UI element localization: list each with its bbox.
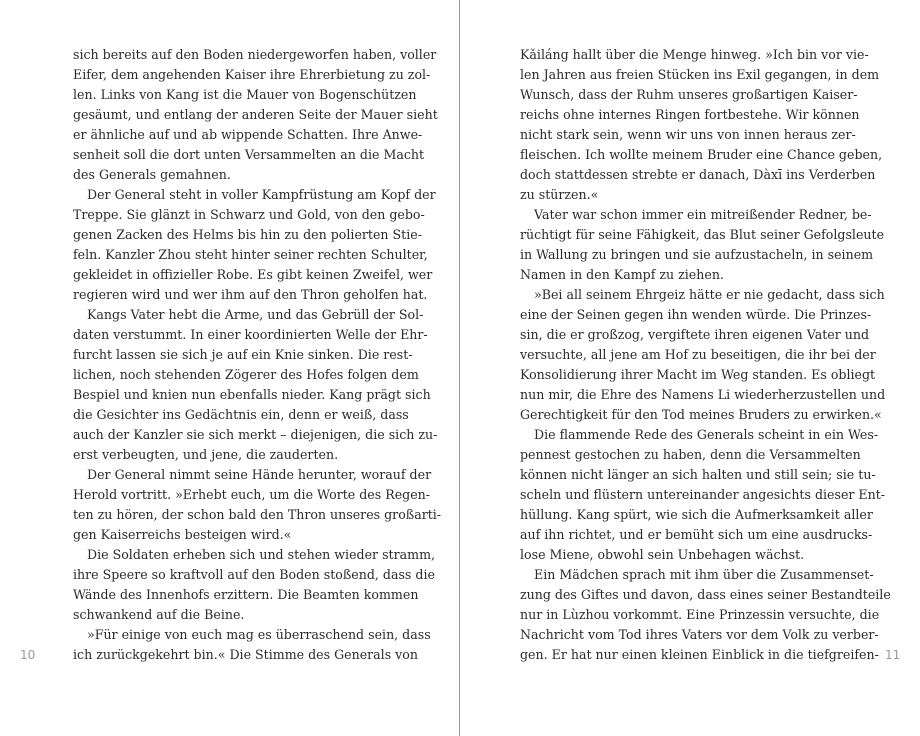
left-page-number: 10 [20,648,36,662]
text-line: rüchtigt für seine Fähigkeit, das Blut seiner Gefolgsleute [520,227,885,242]
text-line: senheit soll die dort unten Versammelten an die Macht [73,147,425,162]
text-line: Nachricht vom Tod ihres Vaters vor dem Volk zu verber- [520,627,879,642]
text-line: pennest gestochen zu haben, denn die Versammelten [520,447,861,462]
text-line: reichs ohne internes Ringen fortbestehe. Wir können [520,107,860,122]
right-page-text-block [520,45,891,665]
text-line: doch stattdessen strebte er danach, Dàxī ins Verderben [520,167,876,182]
text-line: zung des Giftes und davon, dass eines seiner Bestandteile [520,587,891,602]
text-line: sin, die er großzog, vergiftete ihren eigenen Vater und [520,327,870,342]
text-line: erst verbeugten, und jene, die zauderten. [73,447,339,462]
text-line: Die Soldaten erheben sich und stehen wieder stramm, [87,547,436,562]
text-line: Vater war schon immer ein mitreißender Redner, be- [534,207,872,222]
text-line: gekleidet in offizieller Robe. Es gibt keinen Zweifel, wer [73,267,433,282]
text-line: Wände des Innenhofs erzittern. Die Beamten kommen [73,587,419,602]
text-line: Konsolidierung ihrer Macht im Weg standen. Es obliegt [520,367,876,382]
text-line: die Gesichter ins Gedächtnis ein, denn er weiß, dass [73,407,409,422]
text-line: Eifer, dem angehenden Kaiser ihre Ehrerbietung zu zol- [73,67,431,82]
text-line: Der General steht in voller Kampfrüstung am Kopf der [87,187,436,202]
text-line: Wunsch, dass der Ruhm unseres großartigen Kaiser- [520,87,858,102]
text-line: Bespiel und knien nun ebenfalls nieder. Kang prägt sich [73,387,431,402]
text-line: Gerechtigkeit für den Tod meines Bruders zu erwirken.« [520,407,882,422]
text-line: Namen in den Kampf zu ziehen. [520,267,724,282]
text-line: versuchte, all jene am Hof zu beseitigen, die ihr bei der [520,347,876,362]
text-line: gen. Er hat nur einen kleinen Einblick in die tiefgreifen- [520,647,879,662]
page-gutter-divider [459,0,460,736]
text-line: »Für einige von euch mag es überraschend sein, dass [87,627,431,642]
text-line: nun mir, die Ehre des Namens Li wiederherzustellen und [520,387,886,402]
text-line: fleischen. Ich wollte meinem Bruder eine Chance geben, [520,147,883,162]
text-line: scheln und flüstern untereinander angesichts dieser Ent- [520,487,886,502]
text-line: gen Kaiserreichs besteigen wird.« [73,527,292,542]
text-line: sich bereits auf den Boden niedergeworfen haben, voller [73,47,437,62]
text-line: gesäumt, und entlang der anderen Seite der Mauer sieht [73,107,438,122]
text-line: nur in Lùzhou vorkommt. Eine Prinzessin versuchte, die [520,607,880,622]
text-line: daten verstummt. In einer koordinierten Welle der Ehr- [73,327,428,342]
text-line: auf ihn richtet, und er bemüht sich um eine ausdrucks- [520,527,873,542]
text-line: ich zurückgekehrt bin.« Die Stimme des Generals von [73,647,418,662]
text-line: zu stürzen.« [520,187,599,202]
text-line: eine der Seinen gegen ihn wenden würde. Die Prinzes- [520,307,872,322]
text-line: ten zu hören, der schon bald den Thron unseres großarti- [73,507,442,522]
text-line: Kǎiláng hallt über die Menge hinweg. »Ich bin vor vie- [520,47,869,62]
text-line: ihre Speere so kraftvoll auf den Boden stoßend, dass die [73,567,435,582]
text-line: hüllung. Kang spürt, wie sich die Aufmerksamkeit aller [520,507,873,522]
text-line: Die flammende Rede des Generals scheint in ein Wes- [534,427,879,442]
text-line: können nicht länger an sich halten und still sein; sie tu- [520,467,876,482]
text-line: regieren wird und wer ihm auf den Thron geholfen hat. [73,287,428,302]
left-page-text-block [73,45,442,665]
text-line: lichen, noch stehenden Zögerer des Hofes folgen dem [73,367,419,382]
text-line: in Wallung zu bringen und sie aufzustacheln, in seinem [520,247,874,262]
text-line: Kangs Vater hebt die Arme, und das Gebrüll der Sol- [87,307,424,322]
text-line: len Jahren aus freien Stücken ins Exil gegangen, in dem [520,67,880,82]
text-line: furcht lassen sie sich je auf ein Knie sinken. Die rest- [73,347,413,362]
text-line: auch der Kanzler sie sich merkt – diejenigen, die sich zu- [73,427,438,442]
text-line: er ähnliche auf und ab wippende Schatten. Ihre Anwe- [73,127,423,142]
right-page-number: 11 [885,648,901,662]
text-line: Ein Mädchen sprach mit ihm über die Zusammenset- [534,567,874,582]
text-line: Der General nimmt seine Hände herunter, worauf der [87,467,432,482]
text-line: len. Links von Kang ist die Mauer von Bogenschützen [73,87,417,102]
text-line: des Generals gemahnen. [73,167,231,182]
text-line: Herold vortritt. »Erhebt euch, um die Worte des Regen- [73,487,431,502]
text-line: lose Miene, obwohl sein Unbehagen wächst. [520,547,805,562]
text-line: feln. Kanzler Zhou steht hinter seiner rechten Schulter, [73,247,428,262]
text-line: Treppe. Sie glänzt in Schwarz und Gold, von den gebo- [73,207,425,222]
text-line: schwankend auf die Beine. [73,607,245,622]
text-line: nicht stark sein, wenn wir uns von innen heraus zer- [520,127,856,142]
text-line: genen Zacken des Helms bis hin zu den polierten Stie- [73,227,422,242]
text-line: »Bei all seinem Ehrgeiz hätte er nie gedacht, dass sich [534,287,885,302]
